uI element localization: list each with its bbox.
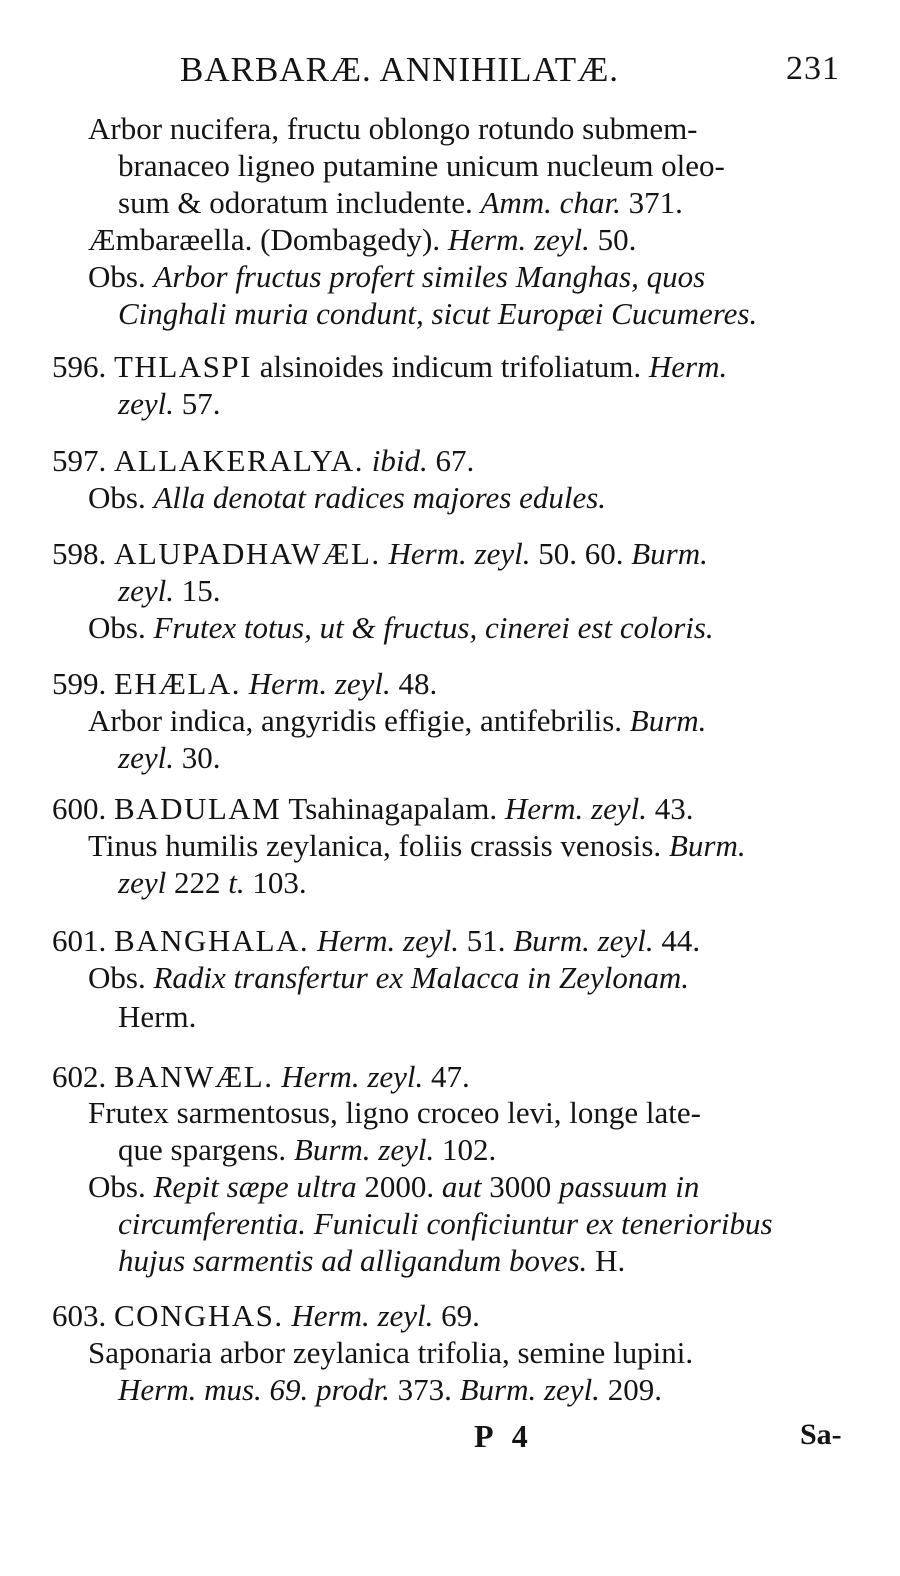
text-segment: 371.: [620, 185, 683, 220]
text-segment: branaceo ligneo putamine unicum nucleum oleo-: [118, 148, 725, 183]
text-segment: 222: [166, 865, 229, 900]
text-segment: 57.: [173, 386, 221, 421]
text-line: [52, 665, 437, 703]
italic-text: Burm. zeyl.: [293, 1132, 435, 1167]
italic-text: zeyl.: [118, 740, 174, 775]
text-segment: alsinoides indicum trifoliatum.: [251, 349, 649, 384]
italic-text: Amm. char.: [480, 185, 621, 220]
text-line: [88, 221, 636, 259]
text-segment: sum & odoratum includente.: [118, 185, 481, 220]
text-line: [52, 348, 727, 386]
text-segment: Tsahinagapalam.: [281, 791, 505, 826]
text-segment: H.: [587, 1243, 626, 1278]
text-segment: 209.: [599, 1372, 662, 1407]
text-line: [118, 864, 307, 902]
italic-text: Cinghali muria condunt, sicut Europæi Cucumeres.: [118, 296, 758, 331]
text-line: [88, 110, 698, 148]
catchword: Sa-: [800, 1418, 842, 1451]
text-segment: 50. 60.: [530, 536, 632, 571]
text-line: [88, 609, 714, 647]
italic-text: zeyl: [118, 865, 167, 900]
italic-text: Herm. zeyl.: [248, 666, 391, 701]
text-line: [118, 184, 683, 222]
text-line: [52, 922, 700, 960]
italic-text: Burm.: [629, 703, 707, 738]
text-segment: Arbor nucifera, fructu oblongo rotundo submem-: [88, 111, 698, 146]
text-segment: 44.: [653, 923, 701, 958]
italic-text: passuum in: [559, 1169, 700, 1204]
text-segment: Obs.: [88, 259, 154, 294]
italic-text: Burm.: [631, 536, 708, 571]
text-segment: 598.: [52, 536, 114, 571]
text-line: [118, 1131, 496, 1169]
text-line: [118, 998, 196, 1036]
text-line: [118, 295, 757, 333]
text-line: [52, 1297, 480, 1335]
running-title: BARBARÆ. ANNIHILATÆ.: [180, 50, 620, 89]
text-line: [118, 1371, 662, 1409]
text-segment: Obs.: [88, 480, 154, 515]
text-segment: Saponaria arbor zeylanica trifolia, semine lupini.: [88, 1335, 694, 1370]
text-segment: [364, 443, 372, 478]
italic-text: Radix transfertur ex Malacca in Zeylonam.: [153, 960, 689, 995]
italic-text: t.: [228, 865, 245, 900]
text-segment: Herm.: [118, 999, 197, 1034]
text-line: [88, 1334, 693, 1372]
text-segment: Arbor indica, angyridis effigie, antifebrilis.: [88, 703, 630, 738]
italic-text: Herm. zeyl.: [388, 536, 531, 571]
text-segment: 47.: [423, 1059, 470, 1094]
text-segment: 30.: [173, 740, 221, 775]
text-line: [118, 1242, 625, 1280]
text-line: [118, 147, 725, 185]
text-segment: que spargens.: [118, 1132, 294, 1167]
text-segment: Æmbaræella. (Dombagedy).: [88, 222, 448, 257]
text-segment: [309, 923, 317, 958]
italic-text: circumferentia. Funiculi conficiuntur ex tenerioribus: [118, 1206, 773, 1241]
italic-text: Burm.: [668, 828, 746, 863]
page-number: 231: [786, 50, 840, 87]
entry-headword: ALUPADHAWÆL.: [114, 536, 381, 571]
italic-text: zeyl.: [118, 573, 174, 608]
italic-text: Repit sæpe ultra: [153, 1169, 357, 1204]
text-segment: 596.: [52, 349, 114, 384]
text-line: [88, 479, 606, 517]
entry-headword: BADULAM: [114, 791, 282, 826]
text-segment: 600.: [52, 791, 114, 826]
text-line: [52, 790, 693, 828]
entry-headword: BANGHALA.: [114, 923, 310, 958]
text-segment: 15.: [173, 573, 221, 608]
italic-text: Herm.: [648, 349, 728, 384]
text-line: [52, 442, 474, 480]
page-header: [180, 50, 840, 94]
italic-text: Herm. zeyl.: [504, 791, 647, 826]
text-segment: 103.: [244, 865, 307, 900]
text-segment: 597.: [52, 443, 114, 478]
signature-mark: P 4: [474, 1418, 534, 1454]
italic-text: Burm. zeyl.: [513, 923, 654, 958]
text-line: [88, 1168, 699, 1206]
text-segment: 2000.: [356, 1169, 442, 1204]
italic-text: Herm. zeyl.: [291, 1298, 434, 1333]
text-segment: [241, 666, 249, 701]
italic-text: Arbor fructus profert similes Manghas, quos: [153, 259, 706, 294]
text-segment: Frutex sarmentosus, ligno croceo levi, longe late-: [88, 1095, 701, 1130]
italic-text: Alla denotat radices majores edules.: [153, 480, 607, 515]
text-line: [118, 739, 220, 777]
italic-text: Herm. zeyl.: [281, 1059, 424, 1094]
text-segment: 602.: [52, 1059, 114, 1094]
text-line: [52, 535, 708, 573]
italic-text: aut: [441, 1169, 482, 1204]
text-segment: 3000: [481, 1169, 560, 1204]
text-segment: 102.: [434, 1132, 497, 1167]
italic-text: hujus sarmentis ad alligandum boves.: [118, 1243, 588, 1278]
entry-headword: BANWÆL.: [114, 1059, 274, 1094]
italic-text: zeyl.: [118, 386, 174, 421]
text-line: [88, 1094, 701, 1132]
text-segment: Obs.: [88, 1169, 154, 1204]
italic-text: Burm. zeyl.: [459, 1372, 600, 1407]
text-line: [88, 258, 705, 296]
italic-text: Frutex totus, ut & fructus, cinerei est coloris.: [153, 610, 714, 645]
text-segment: 48.: [390, 666, 438, 701]
entry-headword: THLASPI: [114, 349, 252, 384]
text-line: [118, 572, 220, 610]
italic-text: Herm. mus. 69. prodr.: [118, 1372, 390, 1407]
text-line: [88, 702, 706, 740]
text-line: [88, 959, 689, 997]
text-segment: 51.: [458, 923, 514, 958]
text-line: [118, 385, 220, 423]
text-line: [88, 827, 746, 865]
italic-text: ibid.: [371, 443, 428, 478]
italic-text: Herm. zeyl.: [316, 923, 459, 958]
text-segment: 373.: [389, 1372, 460, 1407]
text-line: [52, 1058, 470, 1096]
text-segment: Tinus humilis zeylanica, foliis crassis venosis.: [88, 828, 669, 863]
text-segment: 67.: [427, 443, 475, 478]
text-segment: 601.: [52, 923, 114, 958]
italic-text: Herm. zeyl.: [447, 222, 590, 257]
text-segment: 599.: [52, 666, 114, 701]
text-segment: 603.: [52, 1298, 114, 1333]
entry-headword: ALLAKERALYA.: [114, 443, 364, 478]
text-segment: Obs.: [88, 610, 154, 645]
entry-headword: CONGHAS.: [114, 1298, 284, 1333]
entry-headword: EHÆLA.: [114, 666, 241, 701]
text-segment: 50.: [589, 222, 637, 257]
text-segment: Obs.: [88, 960, 154, 995]
text-segment: 43.: [646, 791, 694, 826]
text-line: [118, 1205, 773, 1243]
text-segment: 69.: [433, 1298, 480, 1333]
